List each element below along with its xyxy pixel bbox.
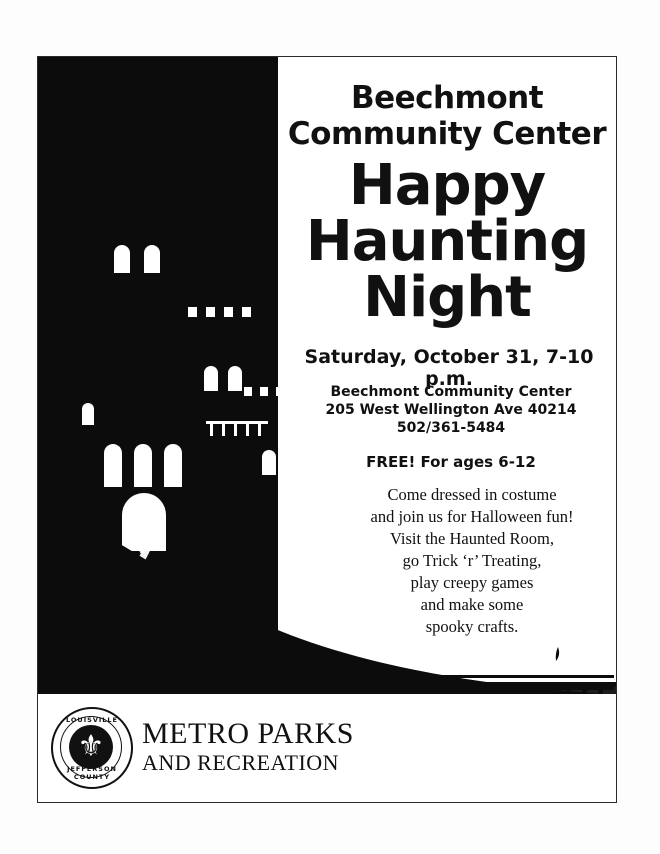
street-address: 205 West Wellington Ave 40214 bbox=[325, 401, 577, 418]
admission-note: FREE! For ages 6-12 bbox=[366, 453, 536, 471]
seal-bottom-text: JEFFERSON COUNTY bbox=[67, 765, 117, 781]
venue-address-block bbox=[290, 384, 612, 438]
header-line-1: Beechmont bbox=[350, 80, 544, 116]
phone-number: 502/361-5484 bbox=[396, 419, 506, 436]
body-line-5: play creepy games bbox=[410, 572, 534, 592]
header-line-2: Community Center bbox=[287, 116, 607, 152]
seal-core bbox=[69, 725, 113, 769]
venue-name: Beechmont Community Center bbox=[330, 384, 572, 400]
org-name-line-2: AND RECREATION bbox=[142, 750, 340, 775]
body-line-4: go Trick ‘r’ Treating, bbox=[402, 550, 542, 570]
body-line-3: Visit the Haunted Room, bbox=[390, 528, 554, 548]
seal-top-text: LOUISVILLE bbox=[66, 716, 118, 724]
body-line-7: spooky crafts. bbox=[425, 616, 519, 636]
title-haunting: Haunting bbox=[305, 209, 589, 274]
fleur-de-lis-icon: ⚜ bbox=[77, 730, 105, 763]
seal-outer-ring bbox=[51, 707, 133, 789]
body-copy bbox=[328, 484, 616, 638]
org-name-line-1: METRO PARKS bbox=[142, 717, 354, 750]
flyer-sheet bbox=[38, 57, 616, 802]
louisville-seal-logo bbox=[51, 707, 131, 787]
title-happy: Happy bbox=[348, 153, 546, 218]
event-datetime: Saturday, October 31, 7-10 p.m. bbox=[304, 346, 594, 390]
body-line-1: Come dressed in costume bbox=[387, 485, 557, 504]
footer-bar bbox=[38, 694, 616, 802]
title-night: Night bbox=[363, 265, 531, 330]
body-line-6: and make some bbox=[420, 594, 524, 614]
body-line-2: and join us for Halloween fun! bbox=[370, 506, 574, 526]
